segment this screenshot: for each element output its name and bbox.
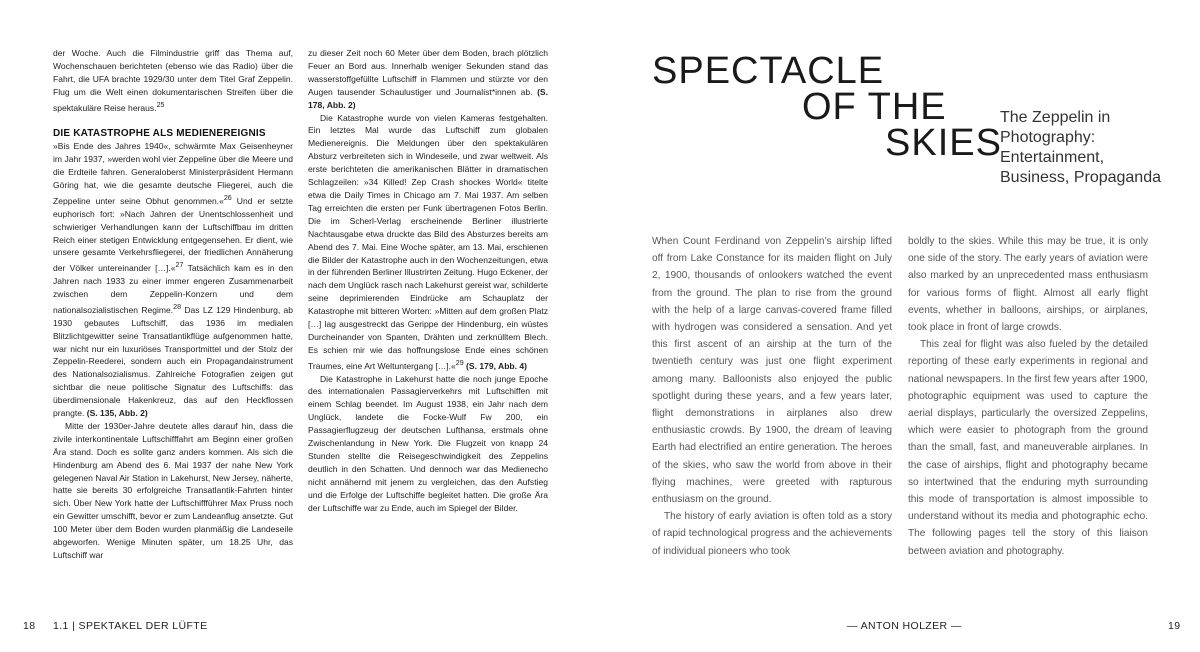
paragraph: This zeal for flight was also fueled by the detailed reporting of these early experiments in regional and national newspapers. In the first few years after 1900, photographic equipment was used to capture the aerial displays, particularly the oversized Zeppelins, which were easier to photograph from the ground than the small, fast, and maneuverable airplanes. In the case of airships, flight and photography became so intertwined that the enduring myth surrounding this mode of transportation is almost impossible to understand without its media and photographic echo. The following pages tell the story of this liaison between aviation and photography.	[908, 339, 1148, 557]
paragraph: der Woche. Auch die Filmindustrie griff das Thema auf, Wochenschauen berichteten (ebenso wie das Radio) über die Fahrt, die UFA brachte 1929/30 unter dem Titel Graf Zeppelin. Flug um die Welt einen dokumentarischen Streifen über die spektakuläre Reise heraus.$^{25}$	[53, 48, 293, 113]
title-line: SPECTACLE	[652, 50, 885, 92]
page-number: 18	[23, 620, 36, 632]
right-page	[600, 0, 1200, 652]
paragraph: When Count Ferdinand von Zeppelin’s airship lifted off from Lake Constance for its maiden flight on July 2, 1900, thousands of onlookers watched the event from the ground. The plan to rise from the ground with the help of a large canvas-covered frame filled with hydrogen was considered a sensation. And yet this first ascent of an airship at the turn of the twentieth century was just one flight experiment among many. Balloonists also enjoyed the public spotlight during these years, and a few years later, flight demonstrations in airplanes also drew enthusiastic crowds. By 1900, the dream of leaving Earth had electrified an entire generation. The heroes of the skies, who saw the world from above in their flying machines, were greeted with rapturous enthusiasm on the ground.	[652, 236, 892, 506]
paragraph: Die Katastrophe wurde von vielen Kameras festgehalten. Ein letztes Mal wurde das Luftschiff zum globalen Medienereignis. Die Meldungen über den spektakulären Absturz verbreiteten sich in Windeseile, und zwar weltweit. Als erste berichteten die amerikanischen Blätter in dramatischen Schlagzeilen: »34 Killed! Zep Crash shockes World« titelte etwa die Daily Times in Chicago am 7. Mai 1937. Am selben Tag erreichten die ersten per Funk übertragenen Fotos Berlin. Die im Scherl-Verlag erscheinende Berliner illustrierte Nachtausgabe etwa druckte das Bild des Absturzes bereits am Abend des 7. Mai. Eine Woche später, am 13. Mai, erschienen die Bilder der Katastrophe auch in den Wochenzeitungen, etwa in der führenden Berliner Illustrirten Zeitung. Hugo Eckener, der nach dem Unglück rasch nach Lakehurst gereist war, schilderte seine deprimierenden Eindrücke am Schauplatz der Katastrophe mit bitteren Worten: »Mitten auf dem großen Platz […] lag ausgestreckt das Gerippe der Hindenburg, ein wüstes Durcheinander von Spanten, Drähten und zerknülltem Blech. Es schien mir wie das hoffnungslose Ende eines schönen Traumes, eine Art Weltuntergang […].«$^{29}$ (S. 179, Abb. 4)	[308, 112, 548, 371]
title-line: SKIES	[885, 122, 1002, 164]
running-head: 1.1 | SPEKTAKEL DER LÜFTE	[53, 620, 208, 632]
paragraph: The history of early aviation is often told as a story of rapid technological progress and the achievements of individual pioneers who took	[652, 511, 892, 557]
paragraph: boldly to the skies. While this may be true, it is only one side of the story. The early years of aviation were also marked by an unprecedented mass enthusiasm for various forms of flight. Almost all early flight events, whether in balloons, airships, or airplanes, took place in front of large crowds.	[908, 236, 1148, 334]
right-column-2	[908, 233, 1148, 560]
right-column-1	[652, 233, 892, 560]
chapter-subtitle: The Zeppelin in Photography: Entertainment, Business, Propaganda	[1000, 109, 1161, 186]
title-line: OF THE	[802, 86, 947, 128]
section-heading: DIE KATASTROPHE ALS MEDIENEREIGNIS	[53, 128, 266, 140]
running-head: — ANTON HOLZER —	[847, 620, 962, 632]
paragraph: Mitte der 1930er-Jahre deutete alles darauf hin, dass die zivile interkontinentale Luftschifffahrt am Beginn einer großen Ära stand. Doch es sollte ganz anders kommen. Als sich die Hindenburg am Abend des 6. Mai 1937 der nahe New York gelegenen Naval Air Station in Lakehurst, New Jersey, näherte, hatte sie bereits 30 erfolgreiche Transatlantik-Fahrten hinter sich. Über New York hatte der Luftschiffführer Max Pruss noch ein Gewitter umschifft, bevor er zum Landeanflug ansetzte. Gut 100 Meter über dem Boden wurden planmäßig die Landeseile abgeworfen. Wenige Minuten später, um 18.25 Uhr, das Luftschiff war	[53, 420, 293, 560]
left-column-2	[308, 47, 548, 514]
paragraph: Die Katastrophe in Lakehurst hatte die noch junge Epoche des internationalen Passagierverkehrs mit Luftschiffen mit einem Schlag beendet. Im August 1938, ein Jahr nach dem Unglück, landete die Focke-Wulf Fw 200, ein Passagierflugzeug der deutschen Lufthansa, erstmals ohne Zwischenlandung in New York. Die Flugzeit von knapp 24 Stunden stellte die Reisegeschwindigkeit des Zeppelins deutlich in den Schatten. Und dennoch war das Medienecho nicht annähernd mit jenem zu vergleichen, das den Aufstieg und die Erfolge der Luftschiffe begleitet hatten. Die große Ära der Luftschiffe war zu Ende, auch im Spiegel der Bilder.	[308, 373, 548, 513]
page-number: 19	[1168, 620, 1181, 632]
paragraph: »Bis Ende des Jahres 1940«, schwärmte Max Geisenheyner im Jahr 1937, »werden wohl vier Zeppeline über die Meere und die Erdteile fahren. Generaloberst Ministerpräsident Hermann Göring hat, wie die gesamte deutsche Fliegerei, auch die Zeppeline unter seine Obhut genommen.«$^{26}$ Und er setzte euphorisch fort: »Nach Jahren der Unentschlossenheit und schwieriger Verhandlungen kann der Luftschiffbau im dritten Reich einer stetigen Entwicklung entgegensehen. Er dient, wie unsere gesamte Verkehrsfliegerei, der friedlichen Annäherung der Völker untereinander […].«$^{27}$ Tatsächlich kam es in den Jahren nach 1933 zu einer immer engeren Zusammenarbeit zwischen dem Zeppelin-Konzern und dem nationalsozialistischen Regime.$^{28}$ Das LZ 129 Hindenburg, ab 1930 gebautes Luftschiff, das 1936 im medialen Blitzlichtgewitter seine Transatlantikflüge aufgenommen hatte, war nicht nur ein luxuriöses Transportmittel und der Stolz der Zeppelin-Reederei, sondern auch ein Propagandainstrument des Nationalsozialismus. Zahlreiche Fotografien zeigen gut sichtbar die neue politische Signatur des Luftschiffs: das überdimensionale Hakenkreuz, das auf den Heckflossen prangte. (S. 135, Abb. 2)	[53, 141, 293, 419]
paragraph: zu dieser Zeit noch 60 Meter über dem Boden, brach plötzlich Feuer an Bord aus. Innerhalb weniger Sekunden stand das wasserstoffgefüllte Luftschiff in Flammen und stürzte vor den Augen tausender Schaulustiger und Journalist*innen ab. (S. 178, Abb. 2)	[308, 48, 548, 110]
left-column-1	[53, 47, 293, 562]
chapter-title	[652, 50, 1162, 186]
